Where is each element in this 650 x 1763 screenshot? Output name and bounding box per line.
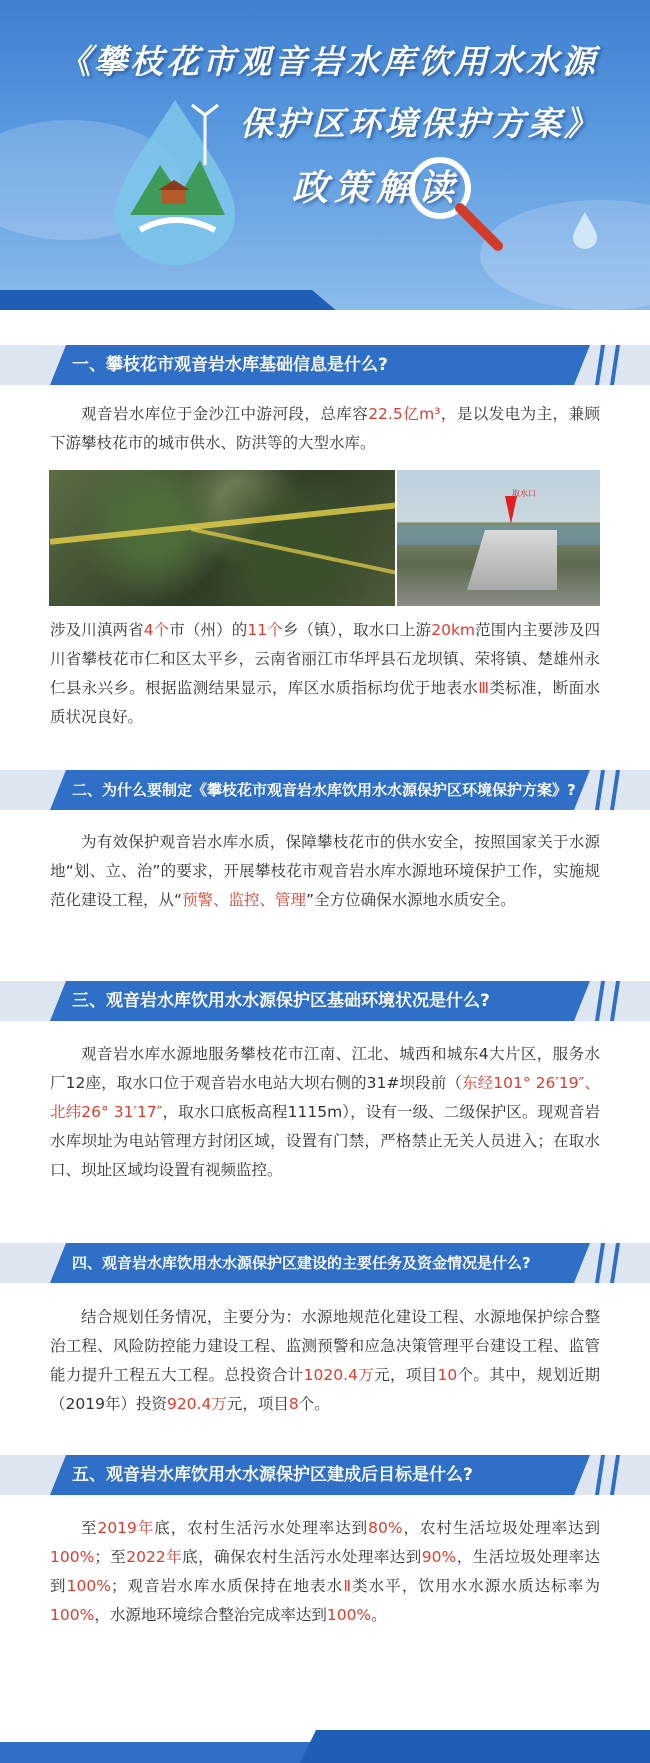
highlight-text: 11个 xyxy=(247,621,283,639)
highlight-text: 8 xyxy=(288,1395,299,1413)
body-text: 为有效保护观音岩水库水质，保障攀枝花市的供水安全，按照国家关于水源地“划、立、治”的要求，开展攀枝花市观音岩水库水源地环境保护工作，实施规范化建设工程，从“ xyxy=(50,833,600,909)
section-1-title: 一、攀枝花市观音岩水库基础信息是什么? xyxy=(72,355,388,375)
body-text: ，农村生活垃圾处理率达到 xyxy=(402,1519,600,1537)
water-drop-icon xyxy=(570,210,600,250)
section-3-paragraph-1 xyxy=(50,1040,600,1185)
highlight-text: 东经101° 26′19″、北纬26° 31′17″ xyxy=(50,1074,600,1121)
body-text: ”全方位确保水源地水质安全。 xyxy=(306,891,516,909)
body-text: ；至 xyxy=(94,1548,127,1566)
highlight-text: 预警、监控、管理 xyxy=(182,891,307,909)
magnifier-icon xyxy=(400,148,510,258)
highlight-text: 2022年 xyxy=(126,1548,183,1566)
section-5-title: 五、观音岩水库饮用水水源保护区建成后目标是什么? xyxy=(72,1465,473,1485)
section-2-paragraph-1 xyxy=(50,828,600,915)
body-text: 元，项目 xyxy=(226,1395,289,1413)
body-text: ，取水口底板高程1115m），设有一级、二级保护区。现观音岩水库坝址为电站管理方封闭区域，设置有门禁，严格禁止无关人员进入；在取水口、坝址区域均设置有视频监控。 xyxy=(50,1103,600,1179)
body-text: 底，确保农村生活污水处理率达到 xyxy=(182,1548,422,1566)
section-5-paragraph-1 xyxy=(50,1514,600,1630)
section-1-paragraph-2 xyxy=(50,616,600,732)
section-3-header xyxy=(0,981,650,1021)
body-text: 类水平，饮用水水源水质达标率为 xyxy=(352,1577,600,1595)
hero-title-line1: 《攀枝花市观音岩水库饮用水水源 xyxy=(58,42,598,81)
highlight-text: 20km xyxy=(431,621,476,639)
section-2-title: 二、为什么要制定《攀枝花市观音岩水库饮用水水源保护区环境保护方案》? xyxy=(72,780,576,799)
highlight-text: 100% xyxy=(326,1606,372,1624)
body-text: 个。其中，规划近期（2019年）投资 xyxy=(50,1366,600,1413)
highlight-text: Ⅲ xyxy=(478,679,490,697)
highlight-text: 80% xyxy=(368,1519,403,1537)
section-4-paragraph-1 xyxy=(50,1303,600,1419)
highlight-text: 4个 xyxy=(143,621,170,639)
section-1-paragraph-1 xyxy=(50,400,600,458)
body-text: ；观音岩水库水质保持在地表水 xyxy=(110,1577,344,1595)
body-text: 结合规划任务情况，主要分为：水源地规范化建设工程、水源地保护综合整治工程、风险防控能力建设工程、监测预警和应急决策管理平台建设工程、监管能力提升工程五大工程。总投资合计 xyxy=(50,1308,600,1384)
section-1-header xyxy=(0,345,650,385)
highlight-text: 90% xyxy=(421,1548,457,1566)
highlight-text: 100% xyxy=(66,1577,111,1595)
water-drop-landscape-icon xyxy=(100,95,250,265)
footer-band xyxy=(0,1730,650,1763)
highlight-text: 100% xyxy=(50,1548,95,1566)
body-text: 类标准，断面水质状况良好。 xyxy=(50,679,600,726)
highlight-text: 1020.4万 xyxy=(303,1366,375,1384)
body-text: 底，农村生活污水处理率达到 xyxy=(154,1519,369,1537)
section-4-header xyxy=(0,1243,650,1283)
highlight-text: 920.4万 xyxy=(166,1395,227,1413)
section-4-title: 四、观音岩水库饮用水水源保护区建设的主要任务及资金情况是什么? xyxy=(72,1253,531,1272)
hero-title-line2: 保护区环境保护方案》 xyxy=(240,104,600,143)
highlight-text: 10 xyxy=(437,1366,458,1384)
body-text: ，是以发电为主，兼顾下游攀枝花市的城市供水、防洪等的大型水库。 xyxy=(50,405,600,452)
highlight-text: 22.5亿m³ xyxy=(368,405,441,423)
body-text: 元，项目 xyxy=(374,1366,438,1384)
body-text: 乡（镇），取水口上游 xyxy=(282,621,432,639)
highlight-text: 2019年 xyxy=(97,1519,155,1537)
hero-title-line3: 政策解读 xyxy=(292,168,461,209)
intake-marker-icon xyxy=(505,496,517,524)
body-text: 市（州）的 xyxy=(169,621,248,639)
hero-banner xyxy=(0,0,650,310)
highlight-text: 100% xyxy=(50,1606,95,1624)
body-text: ，生活垃圾处理率达到 xyxy=(50,1548,600,1595)
body-text: ，水源地环境综合整治完成率达到 xyxy=(94,1606,327,1624)
body-text: 个。 xyxy=(298,1395,330,1413)
section-5-header xyxy=(0,1455,650,1495)
body-text: 范围内主要涉及四川省攀枝花市仁和区太平乡，云南省丽江市华坪县石龙坝镇、荣将镇、楚雄州永仁县永兴乡。根据监测结果显示，库区水质指标均优于地表水 xyxy=(50,621,600,697)
body-text: 观音岩水库位于金沙江中游河段，总库容 xyxy=(81,405,369,423)
body-text: 。 xyxy=(371,1606,387,1624)
body-text: 至 xyxy=(81,1519,98,1537)
satellite-map-image xyxy=(49,470,395,606)
dam-photo-image xyxy=(397,470,600,606)
body-text: 涉及川滇两省 xyxy=(50,621,144,639)
body-text: 观音岩水库水源地服务攀枝花市江南、江北、城西和城东4大片区，服务水厂12座，取水口位于观音岩水电站大坝右侧的31#坝段前（ xyxy=(50,1045,600,1092)
highlight-text: Ⅱ xyxy=(343,1577,353,1595)
intake-marker-label: 取水口 xyxy=(512,489,536,498)
section-3-title: 三、观音岩水库饮用水水源保护区基础环境状况是什么? xyxy=(72,991,490,1011)
section-2-header xyxy=(0,770,650,810)
